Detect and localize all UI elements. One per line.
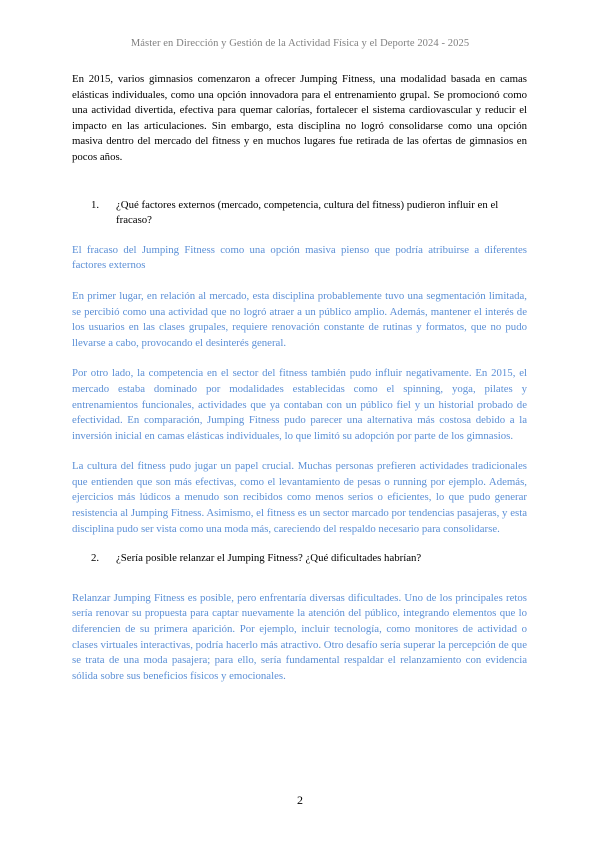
question-1-number: 1.	[91, 198, 100, 211]
page-header: Máster en Dirección y Gestión de la Actividad Física y el Deporte 2024 - 2025	[130, 38, 470, 49]
intro-paragraph: En 2015, varios gimnasios comenzaron a ofrecer Jumping Fitness, una modalidad basada en camas elásticas individuales, como una opción innovadora para el entrenamiento grupal. Se promocionó como una actividad divertida, efectiva para quemar calorías, fortalecer el sistema cardiovascular y reducir el impacto en las articulaciones. Sin embargo, esta disciplina no logró consolidarse como una opción masiva dentro del mercado del fitness y en muchos lugares fue retirada de las ofertas de gimnasios en pocos años.	[72, 73, 527, 163]
answer-1-paragraph-2: En primer lugar, en relación al mercado, esta disciplina probablemente tuvo una segmentación limitada, se percibió como una actividad que no logró atraer a un público amplio. Además, mantener el interés de los usuarios en las clases grupales, requiere renovación constante de rutinas y formatos, que no pudo llevarse a cabo, provocando el desinterés general.	[72, 289, 527, 349]
answer-1-paragraph-4: La cultura del fitness pudo jugar un papel crucial. Muchas personas prefieren actividades tradicionales que entienden que son más efectivas, como el levantamiento de pesas o running por ejemplo. Además, ejercicios más lúdicos a menudo son recibidos como menos serios o eficientes, lo que pudo generar resistencia al Jumping Fitness. Asimismo, el fitness es un sector marcado por tendencias pasajeras, y esta disciplina pudo ser vista como una moda más, careciendo del respaldo necesario para consolidarse.	[72, 460, 527, 535]
answer-1-paragraph-1: El fracaso del Jumping Fitness como una opción masiva pienso que podría atribuirse a diferentes factores externos	[72, 243, 527, 272]
answer-2-paragraph-1: Relanzar Jumping Fitness es posible, pero enfrentaría diversas dificultades. Uno de los principales retos sería renovar su propuesta para captar nuevamente la atención del público, integrando elementos que lo diferencien de su primera aparición. Por ejemplo, incluir tecnología, como monitores de actividad o clases virtuales interactivas, podría hacerlo más atractivo. Otro desafío sería superar la percepción de que se trata de una moda pasajera; para ello, sería fundamental respaldar el relanzamiento con evidencia sólida sobre sus beneficios físicos y emocionales.	[72, 591, 527, 682]
document-body	[72, 72, 527, 684]
page-number: 2	[297, 793, 303, 807]
question-2-number: 2.	[91, 552, 100, 565]
question-2	[91, 551, 527, 567]
answer-1-paragraph-3: Por otro lado, la competencia en el sector del fitness también pudo influir negativamente. En 2015, el mercado estaba dominado por modalidades establecidas como el spinning, yoga, pilates y entrenamientos funcionales, actividades que ya contaban con un público fiel y un historial probado de efectividad. En comparación, Jumping Fitness pudo parecer una alternativa más costosa debido a la inversión inicial en camas elásticas individuales, lo que limitó su adopción por parte de los gimnasios.	[72, 367, 527, 442]
question-1	[91, 198, 527, 229]
question-2-text: ¿Sería posible relanzar el Jumping Fitness? ¿Qué dificultades habrían?	[116, 552, 422, 565]
question-1-text: ¿Qué factores externos (mercado, competencia, cultura del fitness) pudieron influir en el fracaso?	[116, 198, 499, 227]
